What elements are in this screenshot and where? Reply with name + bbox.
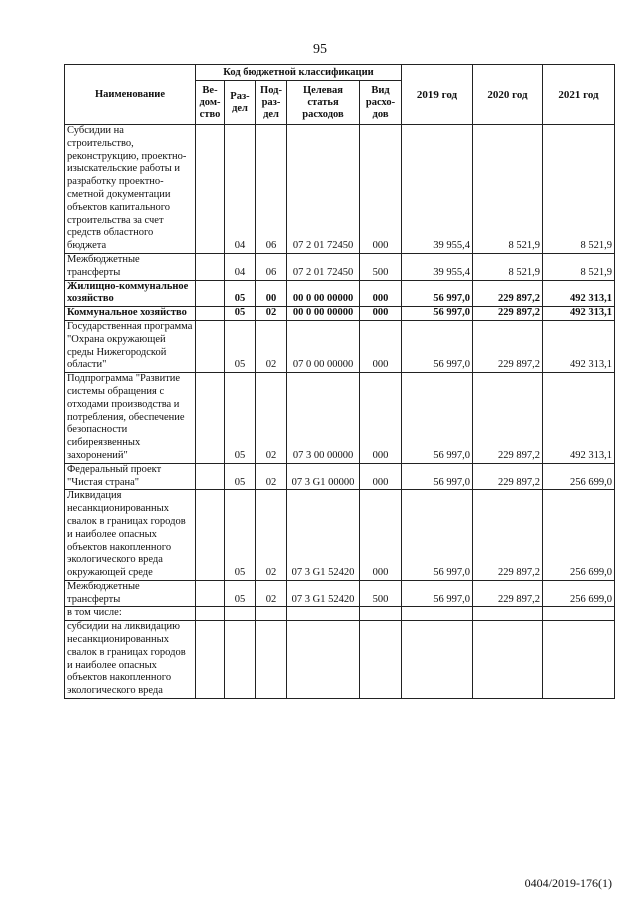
cell-vid-raskhodov: 000 [360,307,402,321]
cell-2020: 229 897,2 [473,373,543,464]
cell-2021 [543,607,615,621]
budget-table [64,64,615,699]
cell-podrazdel: 02 [256,490,287,581]
header-2020: 2020 год [473,65,543,125]
table-row [65,490,615,581]
page-number: 95 [313,42,327,57]
cell-vedomstvo [196,621,225,699]
cell-razdel: 05 [225,463,256,490]
cell-razdel: 05 [225,320,256,372]
cell-vedomstvo [196,607,225,621]
cell-razdel: 04 [225,253,256,280]
cell-tselevaya-statya: 00 0 00 00000 [287,307,360,321]
cell-razdel: 05 [225,280,256,307]
cell-tselevaya-statya: 07 3 00 00000 [287,373,360,464]
cell-name: Государственная программа "Охрана окружающей среды Нижегородской области" [65,320,196,372]
cell-2019: 56 997,0 [402,373,473,464]
cell-razdel: 04 [225,125,256,254]
cell-2019: 56 997,0 [402,490,473,581]
cell-vedomstvo [196,490,225,581]
cell-name: в том числе: [65,607,196,621]
cell-2019 [402,621,473,699]
cell-name: Субсидии на строительство, реконструкцию, проектно-изыскательские работы и разработку проектно-сметной документации объектов капитального строительства за счет средств областного бюджета [65,125,196,254]
cell-podrazdel [256,621,287,699]
header-vid-raskhodov: Вид расхо- дов [360,81,402,125]
cell-tselevaya-statya: 07 2 01 72450 [287,253,360,280]
cell-vid-raskhodov: 500 [360,253,402,280]
cell-podrazdel: 06 [256,253,287,280]
cell-name: Коммунальное хозяйство [65,307,196,321]
table-row [65,580,615,607]
cell-vid-raskhodov [360,607,402,621]
cell-podrazdel: 02 [256,307,287,321]
cell-name: Жилищно-коммунальное хозяйство [65,280,196,307]
cell-2020: 229 897,2 [473,320,543,372]
cell-2020: 8 521,9 [473,125,543,254]
cell-razdel: 05 [225,307,256,321]
header-budget-code-group: Код бюджетной классификации [196,65,402,81]
cell-podrazdel: 00 [256,280,287,307]
cell-podrazdel: 02 [256,373,287,464]
header-tselevaya-statya: Целевая статья расходов [287,81,360,125]
cell-razdel: 05 [225,580,256,607]
header-razdel: Раз- дел [225,81,256,125]
cell-vedomstvo [196,373,225,464]
header-2021: 2021 год [543,65,615,125]
cell-vedomstvo [196,125,225,254]
cell-2021: 256 699,0 [543,490,615,581]
cell-razdel [225,621,256,699]
table-row [65,307,615,321]
cell-2020: 8 521,9 [473,253,543,280]
cell-tselevaya-statya: 07 0 00 00000 [287,320,360,372]
cell-name: Ликвидация несанкционированных свалок в границах городов и наиболее опасных объектов накопленного экологического вреда окружающей среде [65,490,196,581]
cell-podrazdel: 06 [256,125,287,254]
cell-vedomstvo [196,463,225,490]
cell-2019: 39 955,4 [402,125,473,254]
cell-podrazdel: 02 [256,463,287,490]
cell-name: Межбюджетные трансферты [65,253,196,280]
cell-tselevaya-statya [287,607,360,621]
cell-vid-raskhodov: 500 [360,580,402,607]
table-row [65,253,615,280]
cell-2020: 229 897,2 [473,463,543,490]
cell-vid-raskhodov: 000 [360,463,402,490]
cell-2019: 56 997,0 [402,280,473,307]
cell-tselevaya-statya: 07 3 G1 52420 [287,580,360,607]
cell-2021: 8 521,9 [543,125,615,254]
cell-2019: 56 997,0 [402,307,473,321]
header-podrazdel: Под- раз- дел [256,81,287,125]
cell-name: Подпрограмма "Развитие системы обращения с отходами производства и потребления, обеспечение безопасности сибиреязвенных захоронений" [65,373,196,464]
cell-2021: 492 313,1 [543,320,615,372]
document-code: 0404/2019-176(1) [524,876,612,890]
cell-2019: 56 997,0 [402,580,473,607]
cell-vid-raskhodov: 000 [360,373,402,464]
cell-podrazdel: 02 [256,320,287,372]
cell-2020: 229 897,2 [473,580,543,607]
cell-vedomstvo [196,580,225,607]
cell-vedomstvo [196,307,225,321]
cell-2020: 229 897,2 [473,490,543,581]
cell-name: Федеральный проект "Чистая страна" [65,463,196,490]
cell-name: субсидии на ликвидацию несанкционированных свалок в границах городов и наиболее опасных объектов накопленного экологического вреда [65,621,196,699]
header-vedomstvo: Ве- дом- ство [196,81,225,125]
cell-2020 [473,607,543,621]
cell-podrazdel [256,607,287,621]
cell-tselevaya-statya: 07 2 01 72450 [287,125,360,254]
cell-tselevaya-statya [287,621,360,699]
cell-vid-raskhodov: 000 [360,125,402,254]
cell-vid-raskhodov: 000 [360,490,402,581]
cell-2019: 56 997,0 [402,320,473,372]
cell-2019 [402,607,473,621]
cell-2019: 56 997,0 [402,463,473,490]
cell-tselevaya-statya: 00 0 00 00000 [287,280,360,307]
cell-vedomstvo [196,253,225,280]
cell-vedomstvo [196,280,225,307]
table-row [65,320,615,372]
cell-razdel: 05 [225,373,256,464]
cell-vid-raskhodov [360,621,402,699]
cell-2021: 256 699,0 [543,463,615,490]
cell-2019: 39 955,4 [402,253,473,280]
cell-podrazdel: 02 [256,580,287,607]
table-row [65,463,615,490]
table-row [65,280,615,307]
cell-vid-raskhodov: 000 [360,320,402,372]
table-row [65,373,615,464]
cell-razdel: 05 [225,490,256,581]
cell-2021: 8 521,9 [543,253,615,280]
cell-2021: 256 699,0 [543,580,615,607]
cell-tselevaya-statya: 07 3 G1 52420 [287,490,360,581]
cell-vedomstvo [196,320,225,372]
header-2019: 2019 год [402,65,473,125]
cell-name: Межбюджетные трансферты [65,580,196,607]
table-row [65,621,615,699]
table-row [65,125,615,254]
cell-2021 [543,621,615,699]
header-name: Наименование [65,65,196,125]
table-row [65,607,615,621]
cell-razdel [225,607,256,621]
cell-2020: 229 897,2 [473,307,543,321]
cell-2021: 492 313,1 [543,307,615,321]
cell-tselevaya-statya: 07 3 G1 00000 [287,463,360,490]
cell-vid-raskhodov: 000 [360,280,402,307]
cell-2020 [473,621,543,699]
cell-2021: 492 313,1 [543,373,615,464]
cell-2021: 492 313,1 [543,280,615,307]
table-body [65,125,615,699]
cell-2020: 229 897,2 [473,280,543,307]
